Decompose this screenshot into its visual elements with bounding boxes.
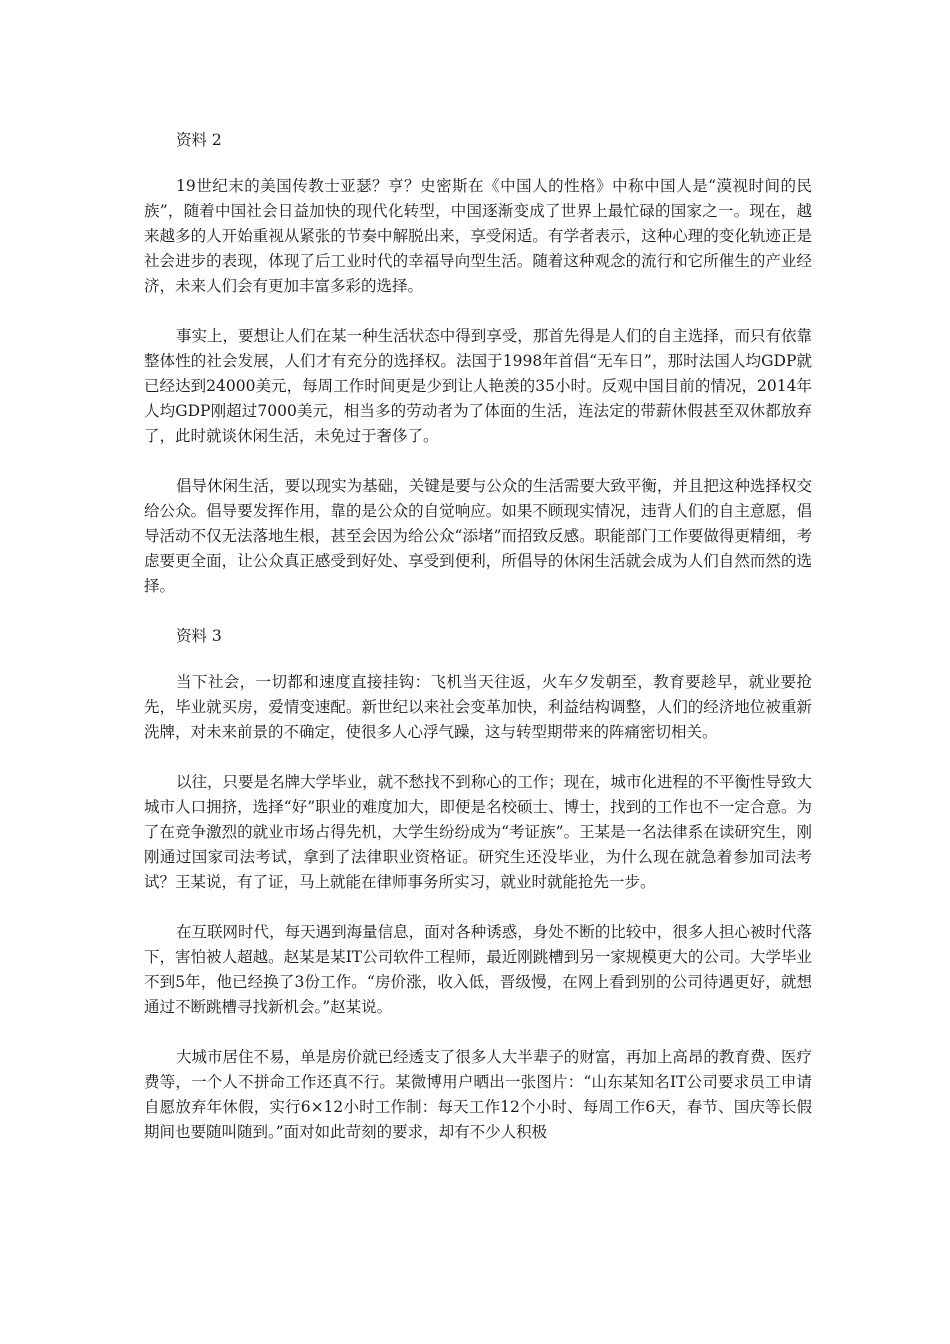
paragraph: 事实上，要想让人们在某一种生活状态中得到享受，那首先得是人们的自主选择，而只有依靠整体性的社会发展，人们才有充分的选择权。法国于1998年首倡“无车日”，那时法国人均GDP就已经达到24000美元，每周工作时间更是少到让人艳羡的35小时。反观中国目前的情况，2014年人均GDP刚超过7000美元，相当多的劳动者为了体面的生活，连法定的带薪休假甚至双休都放弃了，此时就谈休闲生活，未免过于奢侈了。 [144, 327, 812, 445]
paragraph: 在互联网时代，每天遇到海量信息，面对各种诱惑，身处不断的比较中，很多人担心被时代落下，害怕被人超越。赵某是某IT公司软件工程师，最近刚跳槽到另一家规模更大的公司。大学毕业不到5年，他已经换了3份工作。“房价涨，收入低，晋级慢，在网上看到别的公司待遇更好，就想通过不断跳槽寻找新机会。”赵某说。 [144, 923, 812, 1016]
paragraph: 以往，只要是名牌大学毕业，就不愁找不到称心的工作；现在，城市化进程的不平衡性导致大城市人口拥挤，选择“好”职业的难度加大，即便是名校硕士、博士，找到的工作也不一定合意。为了在竞争激烈的就业市场占得先机，大学生纷纷成为“考证族”。王某是一名法律系在读研究生，刚刚通过国家司法考试，拿到了法律职业资格证。研究生还没毕业，为什么现在就急着参加司法考试？王某说，有了证，马上就能在律师事务所实习，就业时就能抢先一步。 [144, 773, 812, 891]
section-material-2 [144, 128, 812, 599]
section-heading: 资料 2 [176, 131, 222, 149]
paragraph: 大城市居住不易，单是房价就已经透支了很多人大半辈子的财富，再加上高昂的教育费、医疗费等，一个人不拼命工作还真不行。某微博用户晒出一张图片：“山东某知名IT公司要求员工申请自愿放弃年休假，实行6×12小时工作制：每天工作12个小时、每周工作6天，春节、国庆等长假期间也要随叫随到。”面对如此苛刻的要求，却有不少人积极 [144, 1048, 812, 1141]
document-page [144, 128, 812, 1170]
section-heading: 资料 3 [176, 627, 222, 645]
paragraph: 当下社会，一切都和速度直接挂钩：飞机当天往返，火车夕发朝至，教育要趁早，就业要抢先，毕业就买房，爱情变速配。新世纪以来社会变革加快，利益结构调整，人们的经济地位被重新洗牌，对未来前景的不确定，使很多人心浮气躁，这与转型期带来的阵痛密切相关。 [144, 673, 812, 741]
section-material-3 [144, 624, 812, 1145]
paragraph: 19世纪末的美国传教士亚瑟？亨？史密斯在《中国人的性格》中称中国人是“漠视时间的民族”，随着中国社会日益加快的现代化转型，中国逐渐变成了世界上最忙碌的国家之一。现在，越来越多的人开始重视从紧张的节奏中解脱出来，享受闲适。有学者表示，这种心理的变化轨迹正是社会进步的表现，体现了后工业时代的幸福导向型生活。随着这种观念的流行和它所催生的产业经济，未来人们会有更加丰富多彩的选择。 [144, 177, 812, 295]
paragraph: 倡导休闲生活，要以现实为基础，关键是要与公众的生活需要大致平衡，并且把这种选择权交给公众。倡导要发挥作用，靠的是公众的自觉响应。如果不顾现实情况，违背人们的自主意愿，倡导活动不仅无法落地生根，甚至会因为给公众“添堵”而招致反感。职能部门工作要做得更精细，考虑要更全面，让公众真正感受到好处、享受到便利，所倡导的休闲生活就会成为人们自然而然的选择。 [144, 477, 812, 595]
